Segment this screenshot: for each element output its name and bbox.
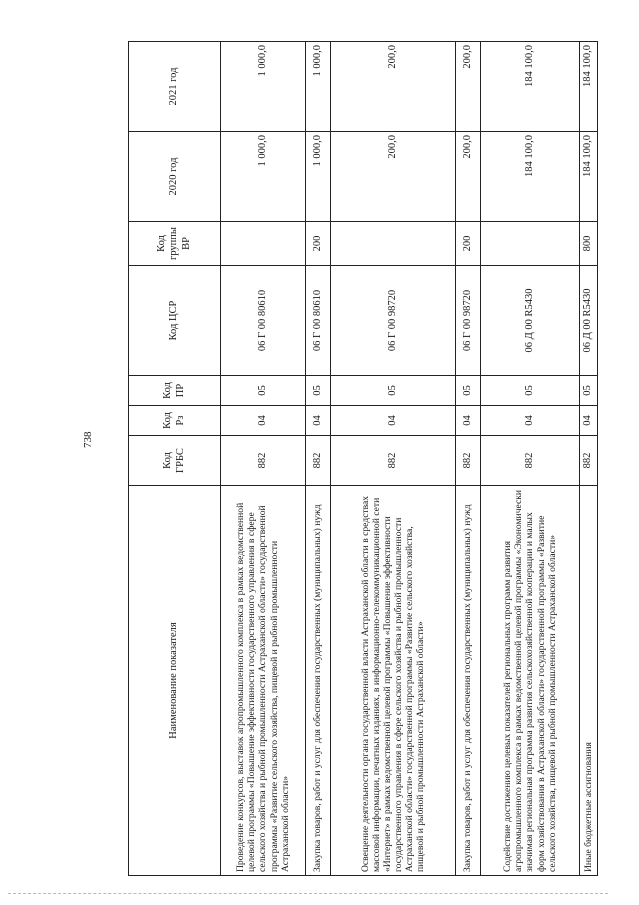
indicator-name: Иные бюджетные ассигнования [580,486,598,876]
amount-2021: 1 000,0 [221,42,306,132]
indicator-name: Закупка товаров, работ и услуг для обеспечения государственных (муниципальных) нужд [306,486,331,876]
amount-2021: 1 000,0 [306,42,331,132]
csr-code: 06 Д 00 R5430 [481,266,580,376]
grbs-code: 882 [331,436,456,486]
grbs-code: 882 [456,436,481,486]
table-row [456,42,481,876]
csr-code: 06 Г 00 80610 [221,266,306,376]
vr-code: 800 [580,222,598,266]
amount-2021: 184 100,0 [481,42,580,132]
amount-2020: 200,0 [456,132,481,222]
amount-2021: 184 100,0 [580,42,598,132]
grbs-code: 882 [481,436,580,486]
pr-code: 05 [306,376,331,406]
header-2021: 2021 год [129,42,221,132]
indicator-name: Проведение конкурсов, выставок агропромышленного комплекса в рамках ведомственной целевой программы «Повышение эффективности государственного управления в сфере сельского хозяйства и рыбной промышленности Астраханской области» государственной программы «Развитие сельского хозяйства, пищевой и рыбной промышленности Астраханской области» [221,486,306,876]
header-csr: Код ЦСР [129,266,221,376]
table-row [221,42,306,876]
csr-code: 06 Г 00 98720 [331,266,456,376]
vr-code [481,222,580,266]
amount-2020: 1 000,0 [306,132,331,222]
amount-2020: 184 100,0 [481,132,580,222]
amount-2020: 1 000,0 [221,132,306,222]
rotated-table-container [128,42,594,876]
indicator-name: Содействие достижению целевых показателей региональных программ развития агропромышленного комплекса в рамках ведомственной целевой программы «Экономически значимая региональная программа развития сельскохозяйственной кооперации и малых форм хозяйствования в Астраханской области» государственной программы «Развитие сельского хозяйства, пищевой и рыбной промышленности Астраханской области» [481,486,580,876]
rz-code: 04 [306,406,331,436]
table-row [306,42,331,876]
header-vr: Код группы ВР [129,222,221,266]
table-row [331,42,456,876]
scan-edge-line [8,893,608,894]
rz-code: 04 [456,406,481,436]
rz-code: 04 [221,406,306,436]
header-rz: Код Рз [129,406,221,436]
page-number: 738 [82,431,94,448]
header-pr: Код ПР [129,376,221,406]
table-row [481,42,580,876]
pr-code: 05 [331,376,456,406]
vr-code [331,222,456,266]
amount-2020: 184 100,0 [580,132,598,222]
amount-2021: 200,0 [456,42,481,132]
table-header-row [129,42,221,876]
header-name: Наименование показателя [129,486,221,876]
csr-code: 06 Г 00 98720 [456,266,481,376]
pr-code: 05 [481,376,580,406]
indicator-name: Освещение деятельности органа государственной власти Астраханской области в средствах массовой информации, печатных изданиях, в информационно-телекоммуникационной сети «Интернет» в рамках ведомственной целевой программы «Повышение эффективности государственного управления в сфере сельского хозяйства и рыбной промышленности Астраханской области» государственной программы «Развитие сельского хозяйства, пищевой и рыбной промышленности Астраханской области» [331,486,456,876]
header-2020: 2020 год [129,132,221,222]
rz-code: 04 [481,406,580,436]
rz-code: 04 [580,406,598,436]
amount-2020: 200,0 [331,132,456,222]
table-row [580,42,598,876]
rz-code: 04 [331,406,456,436]
indicator-name: Закупка товаров, работ и услуг для обеспечения государственных (муниципальных) нужд [456,486,481,876]
amount-2021: 200,0 [331,42,456,132]
vr-code: 200 [306,222,331,266]
grbs-code: 882 [580,436,598,486]
vr-code [221,222,306,266]
csr-code: 06 Д 00 R5430 [580,266,598,376]
csr-code: 06 Г 00 80610 [306,266,331,376]
grbs-code: 882 [221,436,306,486]
budget-table [128,41,598,876]
grbs-code: 882 [306,436,331,486]
vr-code: 200 [456,222,481,266]
pr-code: 05 [456,376,481,406]
pr-code: 05 [221,376,306,406]
pr-code: 05 [580,376,598,406]
header-grbs: Код ГРБС [129,436,221,486]
